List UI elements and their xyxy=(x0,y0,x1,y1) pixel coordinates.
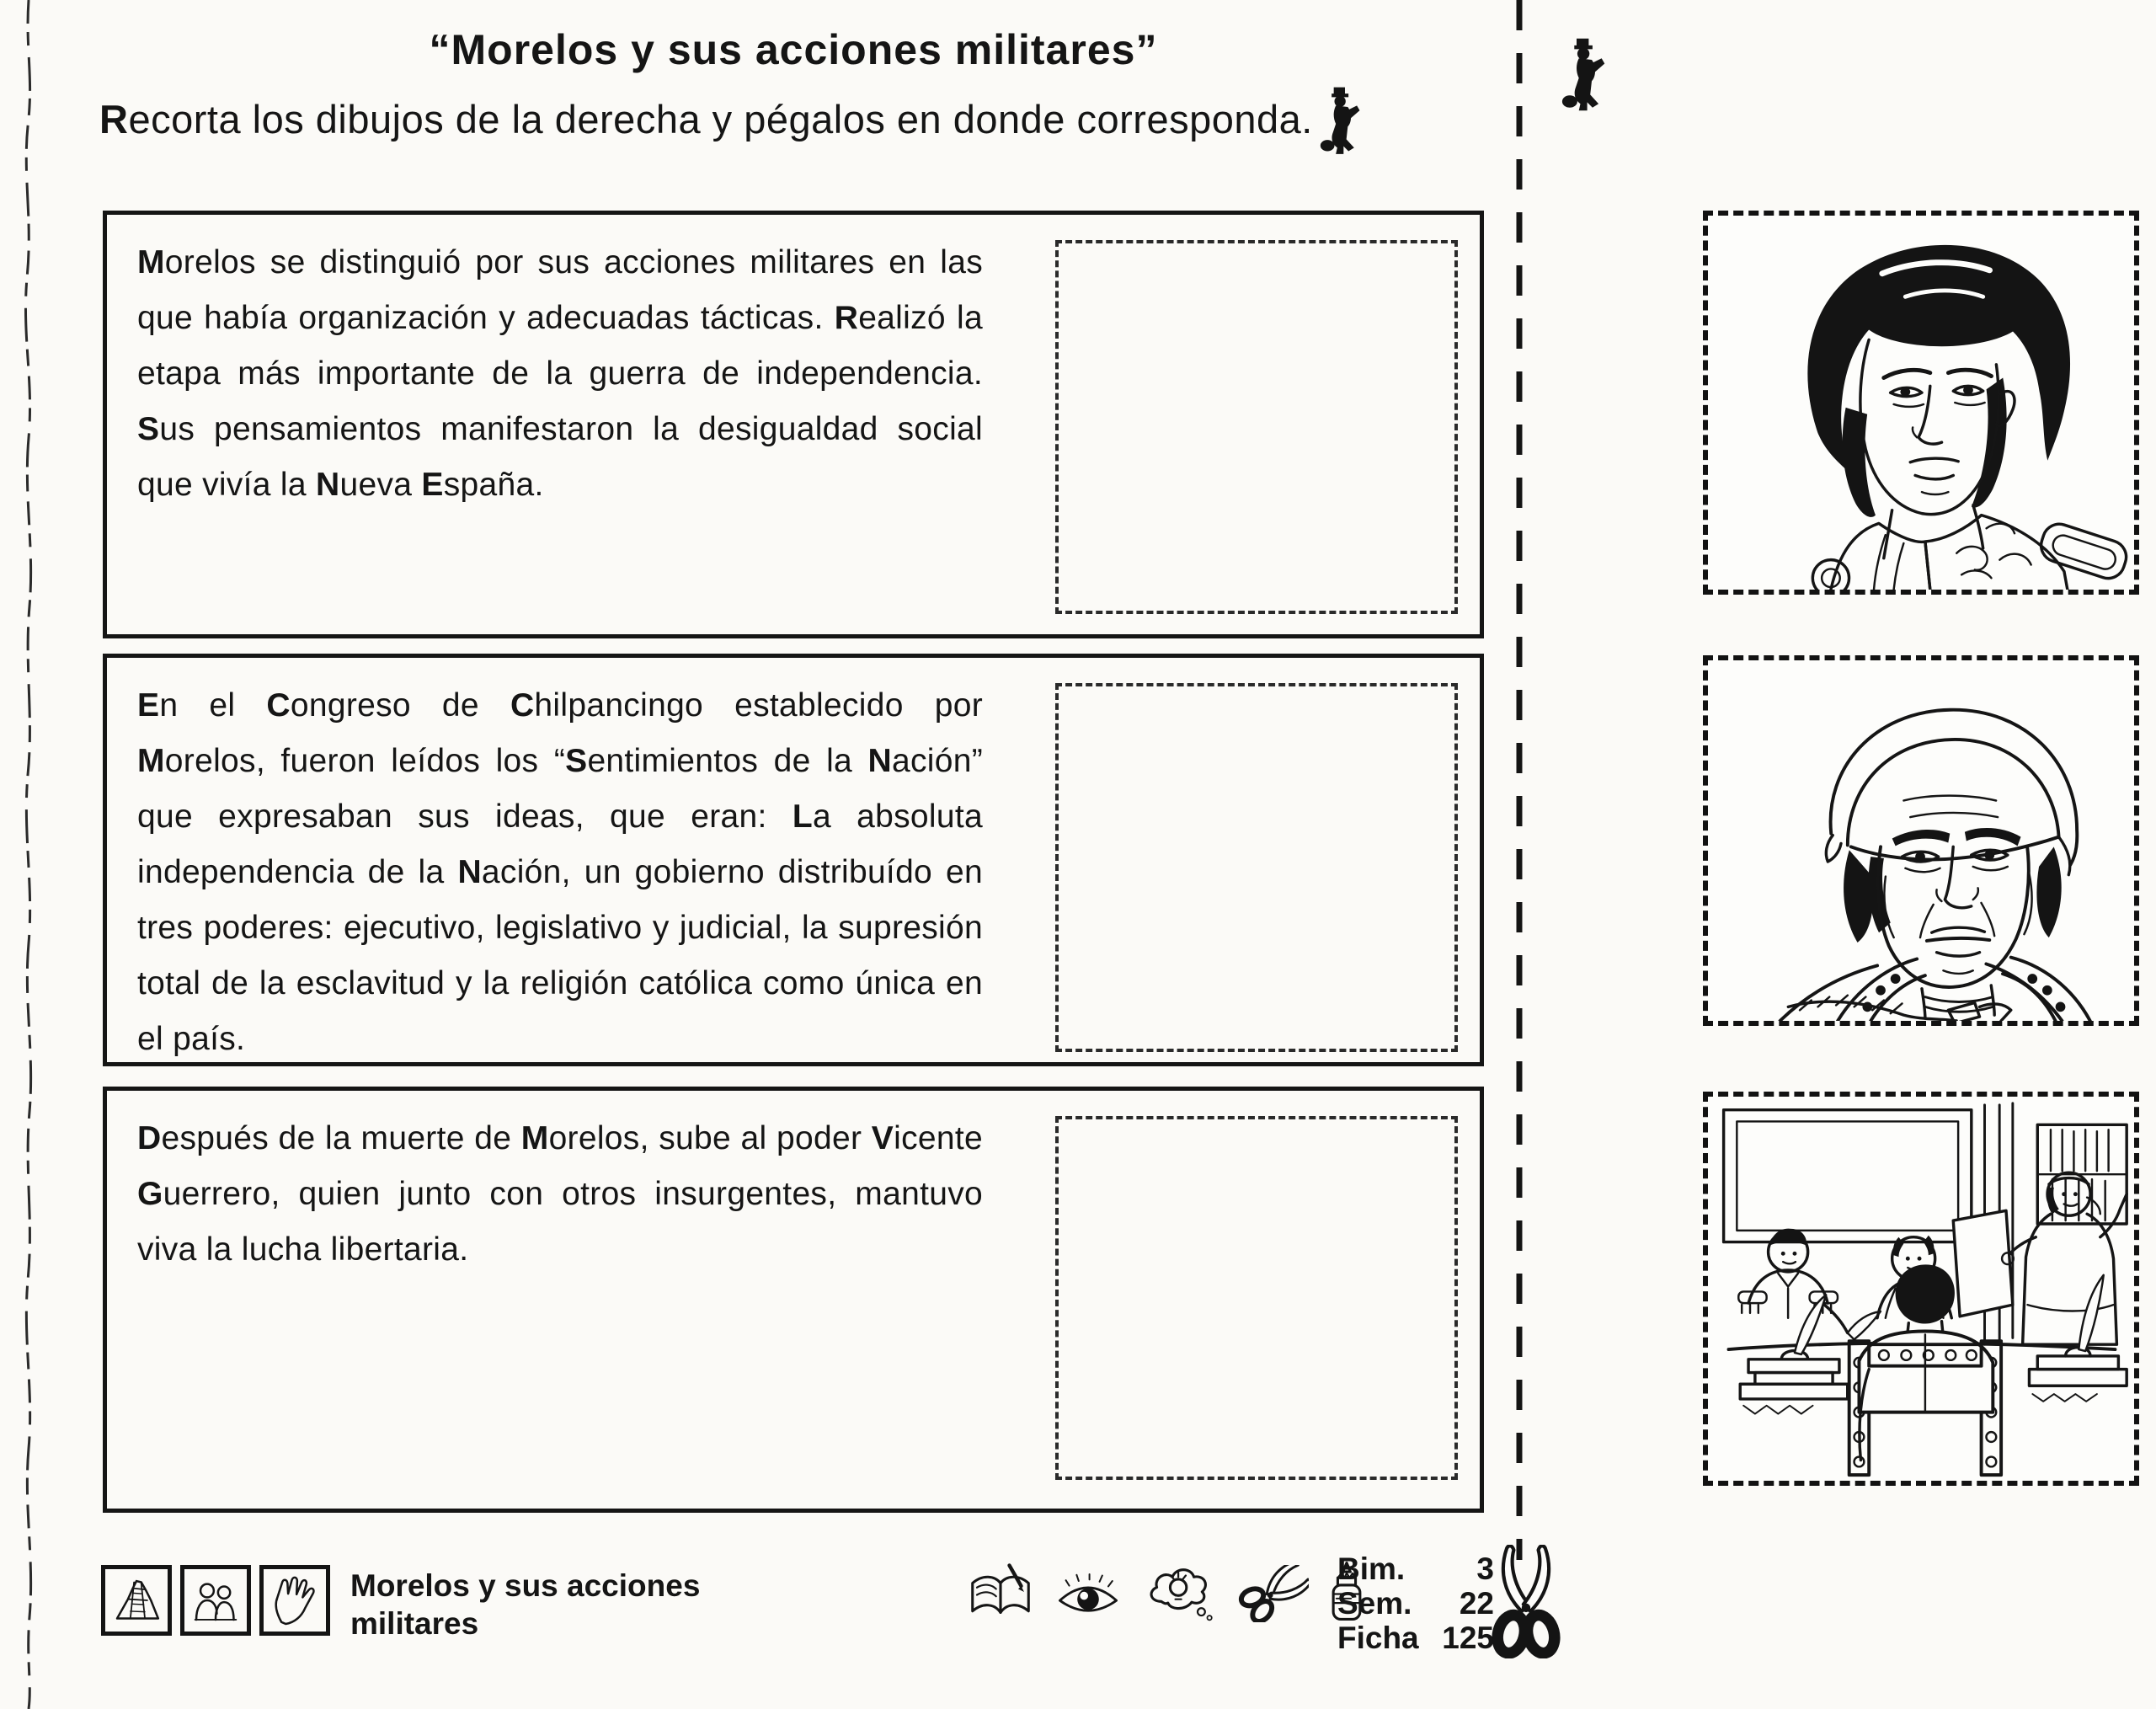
paste-placeholder-3[interactable] xyxy=(1055,1116,1458,1480)
subject-box-pyramid xyxy=(101,1565,172,1636)
paste-placeholder-2[interactable] xyxy=(1055,683,1458,1052)
soldier-icon xyxy=(1561,37,1607,96)
subject-box-family xyxy=(180,1565,251,1636)
meta-row-sheet xyxy=(1337,1621,1494,1655)
meta-value: 22 xyxy=(1459,1586,1494,1621)
worksheet-meta xyxy=(1337,1551,1494,1655)
torn-paper-edge xyxy=(0,0,51,1709)
think-idea-icon xyxy=(1140,1560,1218,1622)
portrait-morelos-image xyxy=(1708,660,2134,1021)
meta-row-week xyxy=(1337,1586,1494,1621)
reading-book-icon xyxy=(965,1562,1036,1622)
cutout-portrait-insurgent-officer[interactable] xyxy=(1703,211,2139,595)
text-card-guerrero xyxy=(103,1087,1484,1513)
card-text: En el Congreso de Chilpancingo establecido por Morelos, fueron leídos los “Sentimientos de la Nación” que expresaban sus ideas, que eran: La absoluta independencia de la Nación, un gobierno distribuído en tres poderes: ejecutivo, legislativo y judicial, la supresión total de la esclavitud y la religión católica como única en el país. xyxy=(137,687,984,1057)
page-title: “Morelos y sus acciones militares” xyxy=(429,26,1158,73)
instruction-text: Recorta los dibujos de la derecha y pégalos en donde corresponda. xyxy=(99,97,1313,142)
meta-label: Ficha xyxy=(1337,1621,1419,1655)
soldier-icon xyxy=(1320,86,1362,143)
meta-label: Sem. xyxy=(1337,1586,1412,1621)
congress-scene-image xyxy=(1708,1097,2134,1481)
meta-label: Bim. xyxy=(1337,1551,1406,1586)
eye-icon xyxy=(1054,1573,1122,1622)
text-card-congress xyxy=(103,654,1484,1066)
card-text: Morelos se distinguió por sus acciones militares en las que había organización y adecuadas tácticas. Realizó la etapa más importante de la guerra de independencia. Sus pensamientos manifestaron la desigualdad social que vivía la Nueva España. xyxy=(137,244,983,503)
portrait-insurgent-officer-image xyxy=(1708,216,2134,590)
activity-icons xyxy=(965,1560,1366,1622)
meta-row-bimester xyxy=(1337,1551,1494,1586)
pyramid-icon xyxy=(109,1573,164,1628)
text-card-military-actions xyxy=(103,211,1484,638)
paste-placeholder-1[interactable] xyxy=(1055,240,1458,614)
card-text: Después de la muerte de Morelos, sube al poder Vicente Guerrero, quien junto con otros insurgentes, mantuvo viva la lucha libertaria. xyxy=(137,1120,983,1268)
scissors-icon xyxy=(1236,1565,1309,1622)
cut-line xyxy=(1491,0,1550,1567)
hand-icon xyxy=(267,1573,323,1628)
cutout-congress-scene[interactable] xyxy=(1703,1092,2139,1486)
scissors-icon xyxy=(1482,1545,1570,1659)
lesson-title: Morelos y sus acciones militares xyxy=(350,1568,701,1641)
instructions xyxy=(99,86,1388,145)
subject-box-hand xyxy=(259,1565,330,1636)
cutout-portrait-morelos[interactable] xyxy=(1703,655,2139,1026)
meta-value: 125 xyxy=(1442,1621,1494,1655)
family-icon xyxy=(188,1573,243,1628)
meta-value: 3 xyxy=(1476,1551,1494,1586)
